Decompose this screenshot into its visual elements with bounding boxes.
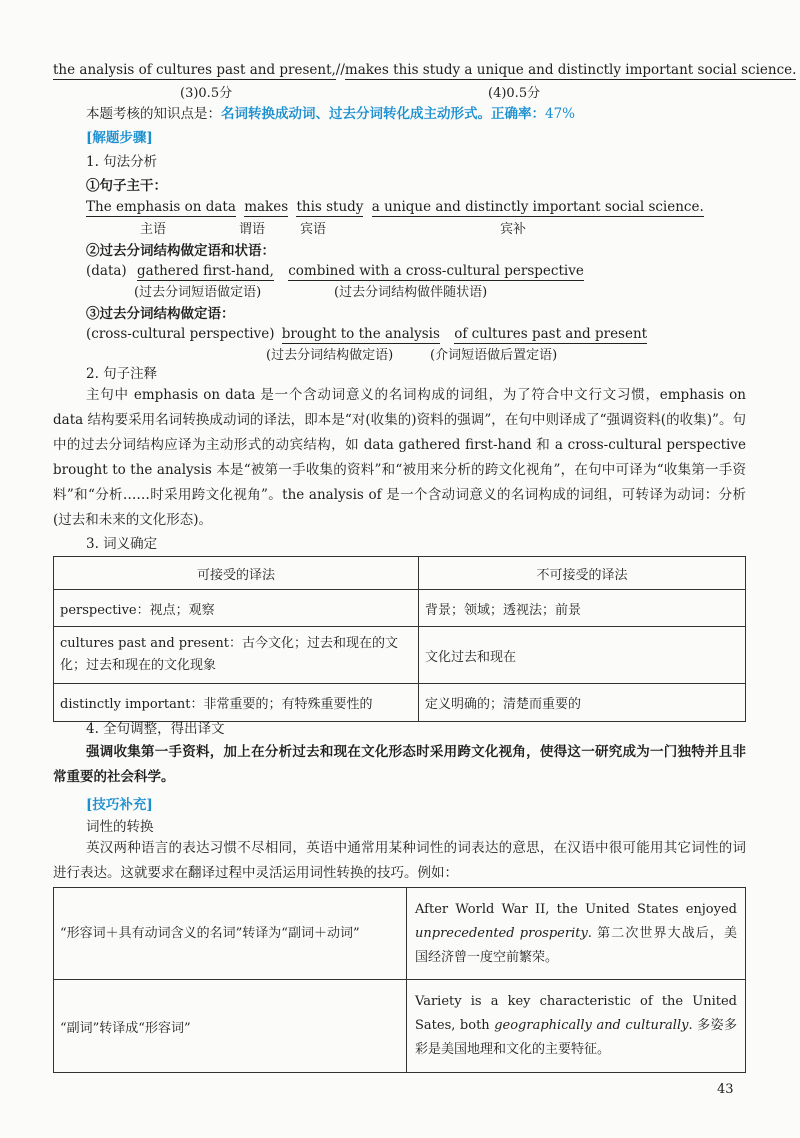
pp2-phrase1: gathered first-hand,: [137, 263, 274, 279]
section-4-title: 4. 全句调整，得出译文: [86, 721, 225, 737]
table-row: [54, 888, 746, 980]
clause-complement: a unique and distinctly important social science.: [371, 199, 704, 215]
example-zh: 第二次世界大战后，美国经济曾一度空前繁荣。: [415, 925, 737, 965]
translation-paragraph: [53, 740, 746, 790]
unacceptable-cell: 定义明确的；清楚而重要的: [419, 684, 746, 722]
main-clause-sentence: [86, 199, 704, 215]
example-italic: unprecedented prosperity: [415, 925, 588, 941]
example-zh: 多姿多彩是美国地理和文化的主要特征。: [415, 1018, 737, 1057]
rule-cell: [54, 980, 407, 1073]
top-sentence: [53, 62, 796, 78]
pp2-title: ②过去分词结构做定语和状语：: [86, 243, 275, 259]
example-italic: geographically and culturally: [494, 1018, 689, 1033]
pp2-head: (data): [86, 263, 127, 279]
verb-label: 谓语: [239, 222, 266, 237]
unacceptable-cell: 文化过去和现在: [419, 627, 746, 684]
knowledge-line: [86, 102, 575, 122]
pp3-title: ③过去分词结构做定语：: [86, 306, 235, 322]
section-2-text: 主句中 emphasis on data 是一个含动词意义的名词构成的词组，为了符合中文行文习惯，emphasis on data 结构要采用名词转换成动词的译法，即本是“对(收集的)资料的强调”，在句中则译成了“强调资料(的收集)”。句中的过去分词结构应译为主动形式的动宾结构，如 data gathered first-hand 和 a cross-cultural perspective brought to the analysis 本是“被第一手收集的资料”和“被用来分析的跨文化视角”，在句中可译为“收集第一手资料”和“分析……时采用跨文化视角”。the analysis of 是一个含动词意义的名词构成的词组，可转译为动词：分析(过去和未来的文化形态)。: [53, 387, 746, 528]
pp3-head: (cross-cultural perspective): [86, 326, 275, 342]
pp3-label1: (过去分词结构做定语): [266, 348, 394, 363]
rule-cell: [54, 888, 407, 980]
top-part1: the analysis of cultures past and present,: [53, 62, 336, 78]
tips-title: 词性的转换: [86, 819, 154, 835]
accuracy-label: 正确率：: [491, 106, 545, 122]
top-separator: //: [335, 62, 345, 78]
page-number: 43: [717, 1082, 734, 1097]
acceptable-cell: distinctly important：非常重要的；有特殊重要性的: [54, 684, 419, 722]
section-2-title: 2. 句子注释: [86, 366, 158, 382]
pp3-label2: (介词短语做后置定语): [430, 348, 558, 363]
pp2-label1: (过去分词短语做定语): [134, 285, 262, 300]
steps-header: [解题步骤]: [86, 130, 153, 146]
pp3-phrase2: of cultures past and present: [454, 326, 648, 342]
clause-subject: The emphasis on data: [86, 199, 236, 215]
header-unacceptable: 不可接受的译法: [419, 557, 746, 590]
subject-label: 主语: [140, 222, 167, 237]
pp2-sentence: [86, 263, 584, 279]
table-row: [54, 627, 746, 684]
table-row: [54, 980, 746, 1073]
score-4: (4)0.5分: [488, 86, 541, 101]
pp3-phrase1: brought to the analysis: [281, 326, 440, 342]
score-3: (3)0.5分: [180, 86, 233, 101]
header-acceptable: 可接受的译法: [54, 557, 419, 590]
example-cell: [407, 980, 746, 1073]
pp2-phrase2: combined with a cross-cultural perspective: [288, 263, 584, 279]
rule-text: “副词”转译成“形容词”: [60, 1020, 191, 1036]
main-clause-title: ①句子主干：: [86, 178, 167, 194]
unacceptable-cell: 背景；领域；透视法；前景: [419, 590, 746, 627]
object-label: 宾语: [300, 222, 327, 237]
acceptable-cell: perspective：视点；观察: [54, 590, 419, 627]
section-3-title: 3. 词义确定: [86, 536, 158, 552]
top-part2: makes this study a unique and distinctly important social science.: [344, 62, 797, 78]
section-2-paragraph: [53, 383, 746, 533]
example-en-end: .: [688, 1018, 698, 1033]
tips-text: 英汉两种语言的表达习惯不尽相同，英语中通常用某种词性的词表达的意思，在汉语中很可能用其它词性的词进行表达。这就要求在翻译过程中灵活运用词性转换的技巧。例如：: [53, 840, 746, 881]
pp3-sentence: [86, 326, 647, 342]
pp2-label2: (过去分词结构做伴随状语): [334, 285, 488, 300]
tips-paragraph: [53, 836, 746, 886]
tips-header: [技巧补充]: [86, 797, 153, 813]
examples-table: [53, 887, 746, 1073]
example-cell: [407, 888, 746, 980]
translation-text: 强调收集第一手资料，加上在分析过去和现在文化形态时采用跨文化视角，使得这一研究成为一门独特并且非常重要的社会科学。: [53, 744, 746, 785]
table-row: [54, 590, 746, 627]
knowledge-prefix: 本题考核的知识点是：: [86, 106, 221, 122]
accuracy-value: 47%: [545, 106, 576, 122]
knowledge-points: 名词转换成动词、过去分词转化成主动形式。: [221, 106, 491, 122]
table-row: [54, 684, 746, 722]
clause-object: this study: [296, 199, 364, 215]
example-en-end: .: [587, 925, 598, 941]
example-en: Variety is a key characteristic of the United Sates, both: [415, 994, 737, 1033]
complement-label: 宾补: [500, 222, 527, 237]
clause-verb: makes: [244, 199, 289, 215]
rule-text: “形容词＋具有动词含义的名词”转译为“副词＋动词”: [60, 926, 360, 941]
acceptable-cell: cultures past and present：古今文化；过去和现在的文化；过去和现在的文化现象: [54, 627, 419, 684]
example-en: After World War II, the United States enjoyed: [415, 901, 737, 917]
word-choice-table: [53, 556, 746, 722]
section-1-title: 1. 句法分析: [86, 154, 158, 170]
